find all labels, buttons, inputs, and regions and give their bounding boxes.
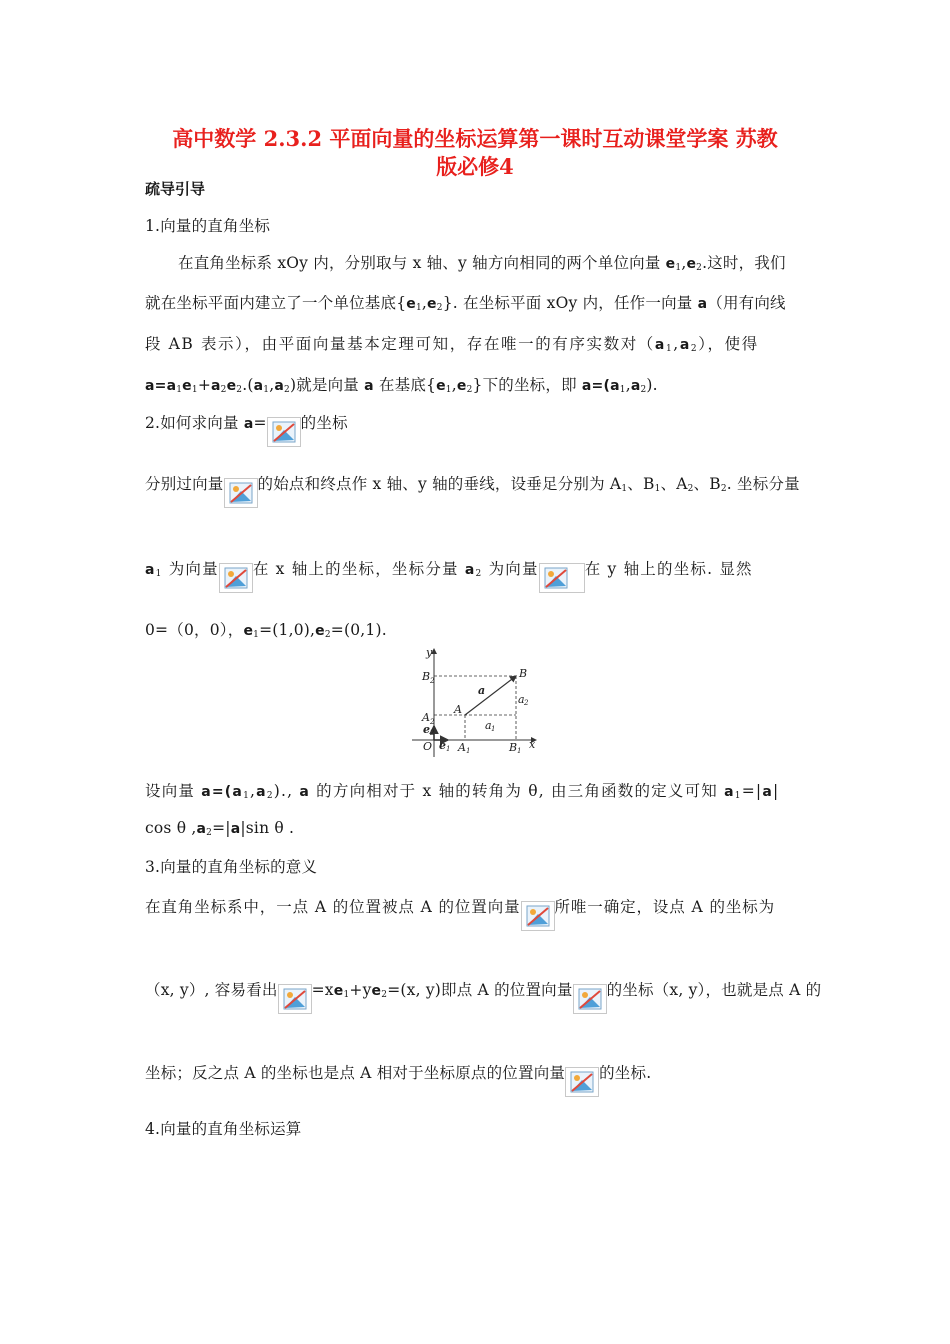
label-origin: O [423, 740, 433, 753]
label-x: x [529, 738, 536, 751]
s4-heading: 4.向量的直角坐标运算 [145, 1120, 302, 1138]
vector-a [465, 676, 516, 715]
broken-image-icon [539, 563, 585, 593]
document-title-line1: 高中数学 2.3.2 平面向量的坐标运算第一课时互动课堂学案 苏教 [172, 126, 778, 151]
svg-text:2: 2 [430, 677, 435, 685]
label-b2: B [422, 670, 431, 683]
label-point-a: A [454, 703, 462, 716]
broken-image-icon [565, 1067, 599, 1097]
svg-text:1: 1 [466, 747, 471, 755]
s3-paragraph-line2: （x, y）, 容易看出 $=xe_1+ye_2=(x$, y)即点 A 的位置向量 的坐标（x, y），也就是点 A 的 [145, 976, 821, 1006]
svg-text:1: 1 [491, 725, 496, 733]
s3-heading: 3.向量的直角坐标的意义 [145, 858, 318, 876]
broken-image-icon [224, 478, 258, 508]
s1-heading: 1.向量的直角坐标 [145, 217, 271, 235]
label-a2: A [422, 711, 430, 724]
broken-image-icon [573, 984, 607, 1014]
svg-text:2: 2 [430, 729, 435, 737]
s2-paragraph-line3: 0=（0，0），$e_1=(1,0),e_2=(0,1)$. [145, 621, 387, 640]
label-point-b: B [519, 667, 528, 680]
s3-paragraph-line1: 在直角坐标系中，一点 A 的位置被点 A 的位置向量 所唯一确定，设点 A 的坐标为 [145, 893, 775, 923]
s1-paragraph-line1: 在直角坐标系 xOy 内，分别取与 x 轴、y 轴方向相同的两个单位向量 $e_1,e_2$.这时，我们 [178, 254, 786, 273]
s2-heading: 2.如何求向量 a= 的坐标 [145, 409, 348, 439]
document-title-line2: 版必修4 [436, 154, 514, 179]
section-heading: 疏导引导 [145, 180, 206, 198]
broken-image-icon [219, 563, 253, 593]
svg-text:1: 1 [446, 745, 451, 753]
label-vector-a: a [478, 684, 486, 697]
s2-paragraph-line2: $a_1$ 为向量 在 x 轴上的坐标，坐标分量 $a_2$ 为向量 在 y 轴上的坐标. 显然 [145, 555, 753, 585]
s2-paragraph-line1: 分别过向量 的始点和终点作 x 轴、y 轴的垂线，设垂足分别为 $A_1$、$B_1$、$A_2$、$B_2$. 坐标分量 [145, 470, 800, 500]
svg-text:1: 1 [517, 747, 522, 755]
label-y: y [426, 646, 433, 659]
s1-paragraph-line4: $a=a_1e_1+a_2e_2.(a_1,a_2)$就是向量 a 在基底$\{e_1,e_2\}$下的坐标，即 $a=(a_1,a_2)$. [145, 376, 658, 395]
svg-text:2: 2 [430, 718, 435, 726]
svg-text:2: 2 [524, 699, 529, 707]
label-a2-component: a [518, 693, 525, 706]
label-b1: B [509, 741, 518, 754]
s1-paragraph-line2: 就在坐标平面内建立了一个单位基底$\{e_1,e_2\}$. 在坐标平面 xOy 内，任作一向量 a（用有向线 [145, 294, 786, 313]
s3-paragraph-line3: 坐标；反之点 A 的坐标也是点 A 相对于坐标原点的位置向量 的坐标. [145, 1059, 651, 1089]
s1-paragraph-line3: 段 AB 表示），由平面向量基本定理可知，存在唯一的有序实数对$(a_1,a_2)$，使得 [145, 335, 759, 354]
broken-image-icon [267, 417, 301, 447]
label-e2: e [423, 723, 430, 736]
s2-paragraph-line4: 设向量 $a=(a_1,a_2)$., a 的方向相对于 x 轴的转角为 θ, 由三角函数的定义可知 $a_1=|a|$ [145, 782, 780, 801]
broken-image-icon [521, 901, 555, 931]
vector-coordinate-diagram [412, 645, 542, 760]
label-a1: A [458, 741, 466, 754]
broken-image-icon [278, 984, 312, 1014]
label-e1: e [439, 739, 446, 752]
s2-paragraph-line5: cos θ $,a_2=|a|\sin$ θ . [145, 819, 295, 838]
label-a1-component: a [485, 719, 492, 732]
